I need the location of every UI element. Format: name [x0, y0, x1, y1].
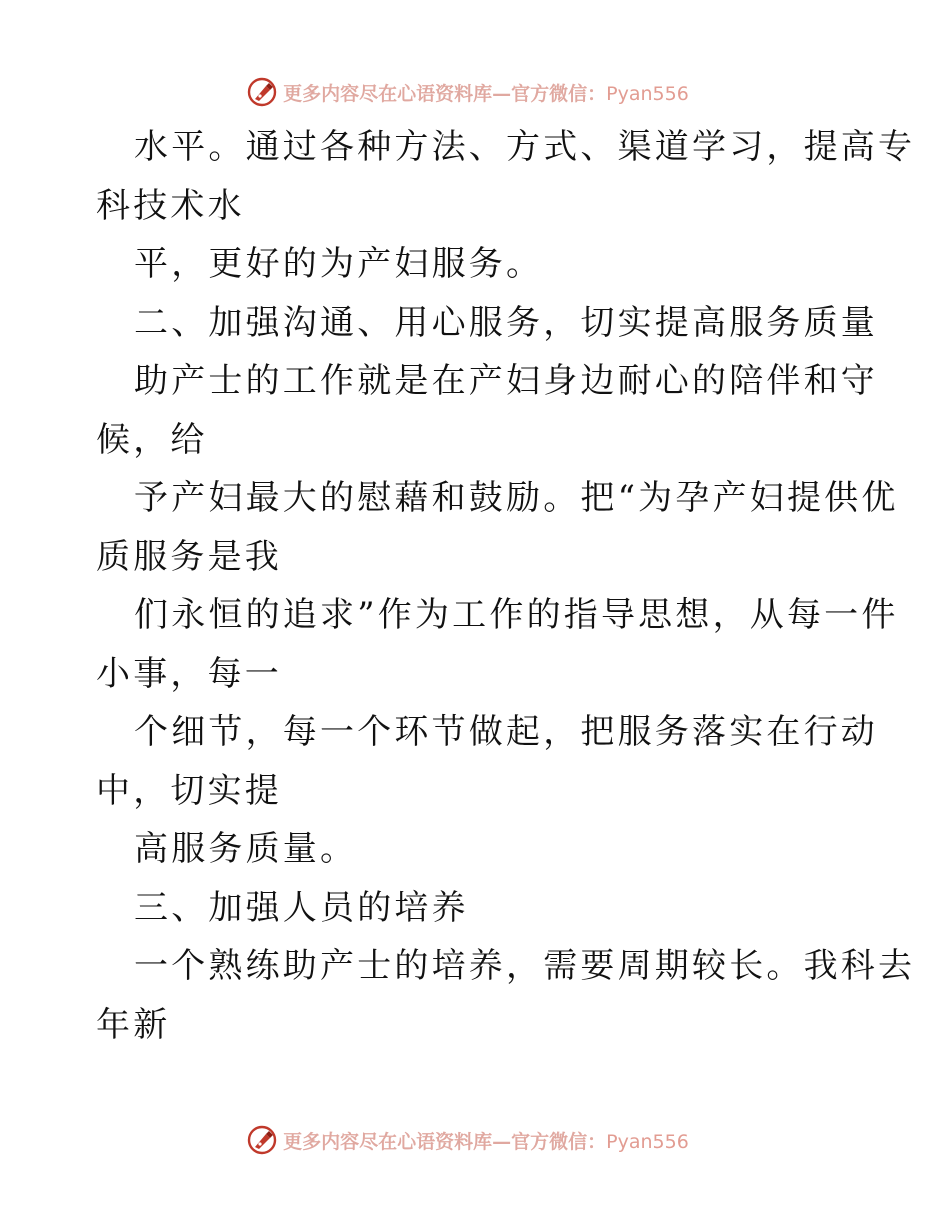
text-line: 中，切实提: [96, 770, 282, 811]
text-line: 们永恒的追求”作为工作的指导思想，从每一件: [134, 595, 899, 635]
text-line: 个细节，每一个环节做起，把服务落实在行动: [134, 712, 878, 752]
text-line: 候，给: [96, 419, 208, 460]
footer-watermark: [0, 1120, 950, 1160]
watermark-text: [283, 79, 689, 106]
pen-nib-logo-icon: [247, 1125, 277, 1155]
watermark-wechat-id: Pyan556: [606, 1130, 689, 1153]
watermark-text: [283, 1127, 689, 1154]
header-watermark: [0, 72, 950, 112]
text-line: 高服务质量。: [134, 829, 358, 869]
text-line: 助产士的工作就是在产妇身边耐心的陪伴和守: [134, 361, 878, 401]
document-body: [96, 118, 916, 1054]
text-line: 小事，每一: [96, 653, 282, 694]
text-line: 一个熟练助产士的培养，需要周期较长。我科去: [134, 946, 916, 986]
text-line: 平，更好的为产妇服务。: [134, 244, 544, 284]
text-line: 科技术水: [96, 185, 245, 226]
text-line: 二、加强沟通、用心服务，切实提高服务质量: [134, 302, 878, 343]
pen-nib-logo-icon: [247, 77, 277, 107]
text-line: 年新: [96, 1004, 171, 1045]
text-line: 三、加强人员的培养: [134, 887, 469, 928]
watermark-label: 更多内容尽在心语资料库—官方微信：: [283, 1130, 607, 1153]
text-line: 予产妇最大的慰藉和鼓励。把“为孕产妇提供优: [134, 478, 899, 518]
text-line: 水平。通过各种方法、方式、渠道学习，提高专: [134, 127, 916, 167]
text-line: 质服务是我: [96, 536, 282, 577]
watermark-label: 更多内容尽在心语资料库—官方微信：: [283, 82, 607, 105]
watermark-wechat-id: Pyan556: [606, 82, 689, 105]
